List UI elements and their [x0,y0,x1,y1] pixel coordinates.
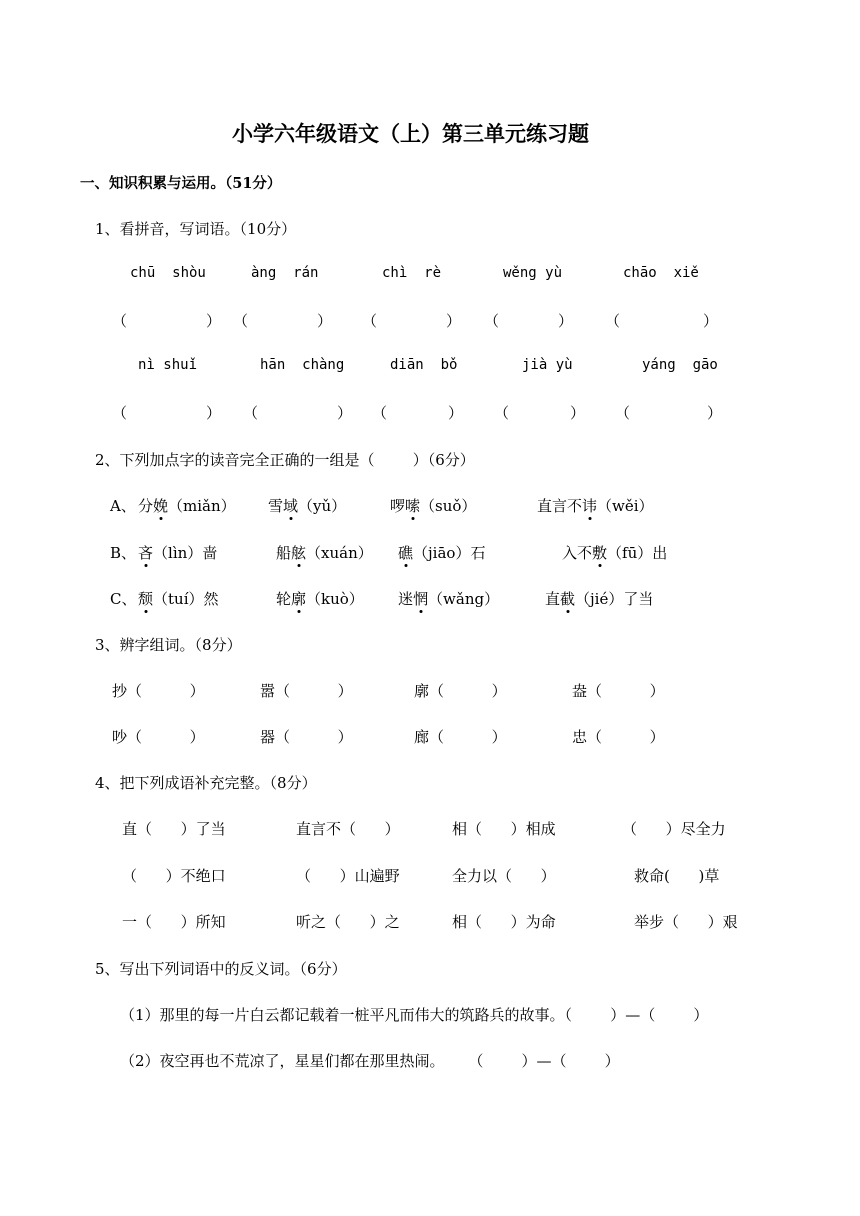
pinyin-item: nì shuǐ [138,357,198,373]
pinyin-item: yáng gāo [642,357,718,373]
idiom-blank[interactable]: 听之（ ）之 [296,913,400,931]
antonym-sentence-2[interactable]: （2）夜空再也不荒凉了，星星们都在那里热闹。 （ ）—（ ） [120,1052,620,1070]
option-b-item: 船舷（xuán） [276,544,373,562]
pinyin-item: chì rè [382,265,442,281]
word-blank[interactable]: 抄（ ） [112,682,205,700]
option-c-item: 轮廓（kuò） [276,590,364,608]
option-c-item: 直截（jié）了当 [545,590,654,608]
question-4-title: 4、把下列成语补充完整。（8分） [95,774,317,792]
word-blank[interactable]: 廊（ ） [414,728,507,746]
answer-blank[interactable]: （ ） [615,404,723,422]
answer-blank[interactable]: （ ） [372,404,464,422]
option-a-item: 啰嗦（suǒ） [390,497,477,515]
idiom-blank[interactable]: 直言不（ ） [296,820,400,838]
word-blank[interactable]: 嚣（ ） [260,682,353,700]
word-blank[interactable]: 盎（ ） [572,682,665,700]
option-a-label[interactable]: A、 [110,497,136,515]
pinyin-item: chū shòu [130,265,206,281]
pinyin-item: chāo xiě [623,265,699,281]
word-blank[interactable]: 吵（ ） [112,728,205,746]
page-title: 小学六年级语文（上）第三单元练习题 [232,121,589,146]
pinyin-item: àng rán [251,265,319,281]
word-blank[interactable]: 忠（ ） [572,728,665,746]
option-b-item: 吝（lìn）啬 [138,544,218,562]
pinyin-item: hān chàng [260,357,345,373]
idiom-blank[interactable]: 相（ ）为命 [452,913,556,931]
option-c-item: 颓（tuí）然 [138,590,219,608]
answer-blank[interactable]: （ ） [112,312,222,330]
question-3-title: 3、辨字组词。（8分） [95,636,242,654]
option-a-item: 雪域（yǔ） [268,497,347,515]
word-blank[interactable]: 廓（ ） [414,682,507,700]
idiom-blank[interactable]: （ ）尽全力 [622,820,726,838]
option-b-label[interactable]: B、 [110,544,137,562]
pinyin-item: jià yù [522,357,573,373]
answer-blank[interactable]: （ ） [243,404,353,422]
option-b-item: 入不敷（fū）出 [562,544,668,562]
answer-blank[interactable]: （ ） [362,312,462,330]
answer-blank[interactable]: （ ） [233,312,333,330]
answer-blank[interactable]: （ ） [112,404,222,422]
answer-blank[interactable]: （ ） [484,312,574,330]
pinyin-item: wěng yù [503,265,563,281]
option-c-item: 迷惘（wǎng） [398,590,500,608]
idiom-blank[interactable]: 救命( )草 [634,867,720,885]
option-c-label[interactable]: C、 [110,590,137,608]
pinyin-item: diān bǒ [390,357,458,373]
section-heading: 一、知识积累与运用。（51分） [80,175,282,192]
antonym-sentence-1[interactable]: （1）那里的每一片白云都记载着一桩平凡而伟大的筑路兵的故事。（ ）—（ ） [120,1006,709,1024]
idiom-blank[interactable]: （ ）不绝口 [122,867,226,885]
question-5-title: 5、写出下列词语中的反义词。（6分） [95,960,347,978]
idiom-blank[interactable]: 直（ ）了当 [122,820,226,838]
idiom-blank[interactable]: 相（ ）相成 [452,820,556,838]
option-a-item: 直言不讳（wěi） [537,497,654,515]
question-1-title: 1、看拼音，写词语。（10分） [95,220,297,238]
answer-blank[interactable]: （ ） [494,404,586,422]
idiom-blank[interactable]: 一（ ）所知 [122,913,226,931]
word-blank[interactable]: 器（ ） [260,728,353,746]
idiom-blank[interactable]: 全力以（ ） [452,867,556,885]
option-a-item: 分娩（miǎn） [138,497,236,515]
question-2-title: 2、下列加点字的读音完全正确的一组是（ ）（6分） [95,451,475,469]
answer-blank[interactable]: （ ） [605,312,719,330]
idiom-blank[interactable]: （ ）山遍野 [296,867,400,885]
option-b-item: 礁（jiāo）石 [398,544,486,562]
idiom-blank[interactable]: 举步（ ）艰 [634,913,738,931]
